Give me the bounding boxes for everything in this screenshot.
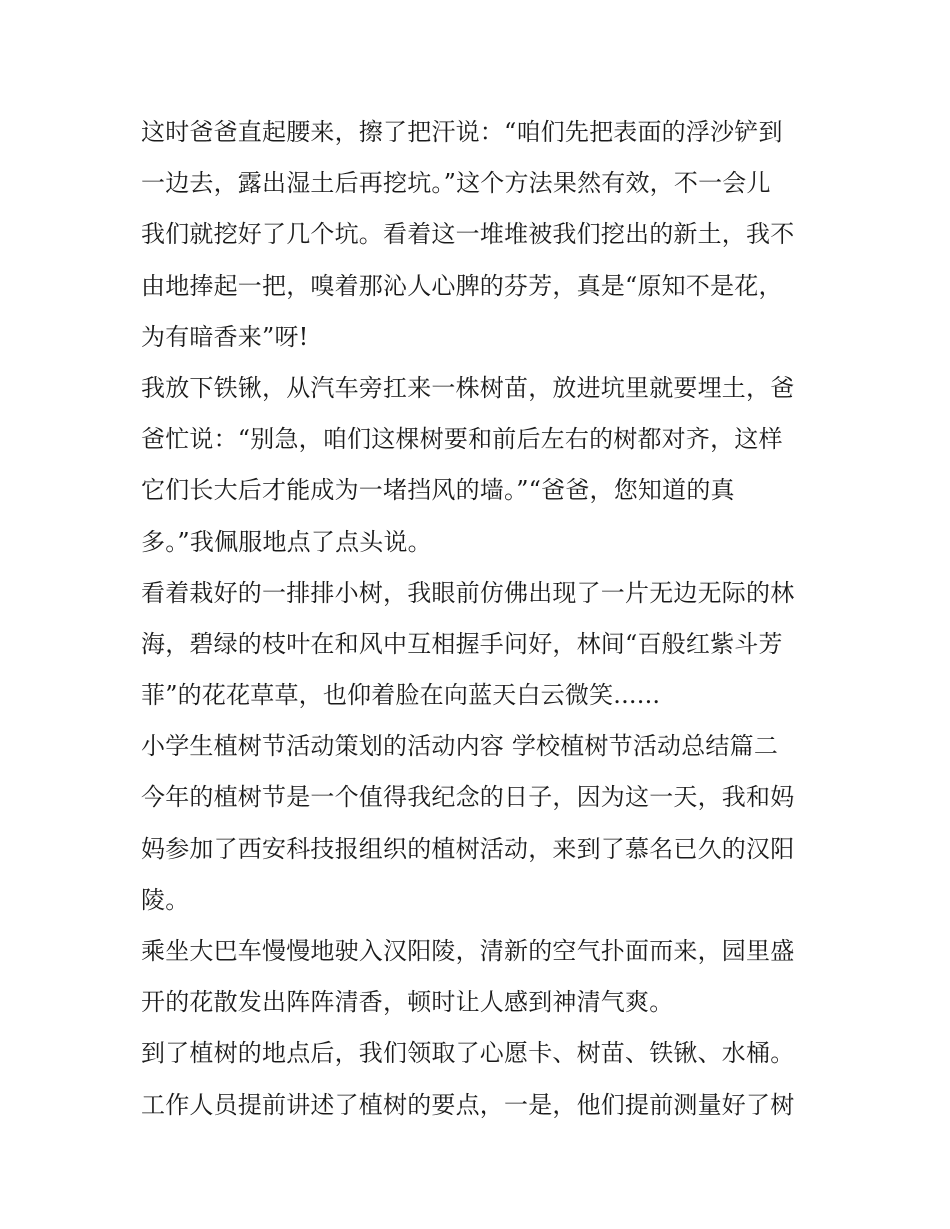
text-line: 我放下铁锹，从汽车旁扛来一株树苗，放进坑里就要埋土，爸 — [141, 373, 795, 402]
text-line: 它们长大后才能成为一堵挡风的墙。”“爸爸，您知道的真 — [141, 476, 735, 505]
section-heading: 小学生植树节活动策划的活动内容 学校植树节活动总结篇二 — [141, 732, 779, 761]
text-line: 这时爸爸直起腰来，擦了把汗说：“咱们先把表面的浮沙铲到 — [141, 118, 783, 146]
text-line: 今年的植树节是一个值得我纪念的日子，因为这一天，我和妈 — [141, 783, 795, 812]
text-line: 陵。 — [141, 885, 190, 914]
text-line: 乘坐大巴车慢慢地驶入汉阳陵，清新的空气扑面而来，园里盛 — [141, 937, 795, 965]
text-line: 菲”的花花草草，也仰着脸在向蓝天白云微笑...... — [141, 681, 661, 710]
text-line: 看着栽好的一排排小树，我眼前仿佛出现了一片无边无际的林 — [141, 578, 795, 607]
text-line: 为有暗香来”呀! — [141, 322, 309, 351]
text-line: 工作人员提前讲述了植树的要点，一是，他们提前测量好了树 — [141, 1090, 795, 1119]
text-line: 我们就挖好了几个坑。看着这一堆堆被我们挖出的新土，我不 — [141, 220, 795, 249]
text-line: 一边去，露出湿土后再挖坑。”这个方法果然有效，不一会儿 — [141, 169, 771, 198]
document-body — [141, 107, 821, 1131]
text-line: 多。”我佩服地点了点头说。 — [141, 527, 432, 556]
text-line: 到了植树的地点后，我们领取了心愿卡、树苗、铁锹、水桶。 — [141, 1039, 795, 1068]
text-line: 海，碧绿的枝叶在和风中互相握手问好，林间“百般红紫斗芳 — [141, 629, 783, 658]
text-line: 由地捧起一把，嗅着那沁人心脾的芬芳，真是“原知不是花， — [141, 271, 783, 300]
text-line: 爸忙说：“别急，咱们这棵树要和前后左右的树都对齐，这样 — [141, 425, 783, 454]
text-line: 开的花散发出阵阵清香，顿时让人感到神清气爽。 — [141, 988, 674, 1017]
text-line: 妈参加了西安科技报组织的植树活动，来到了慕名已久的汉阳 — [141, 834, 795, 863]
